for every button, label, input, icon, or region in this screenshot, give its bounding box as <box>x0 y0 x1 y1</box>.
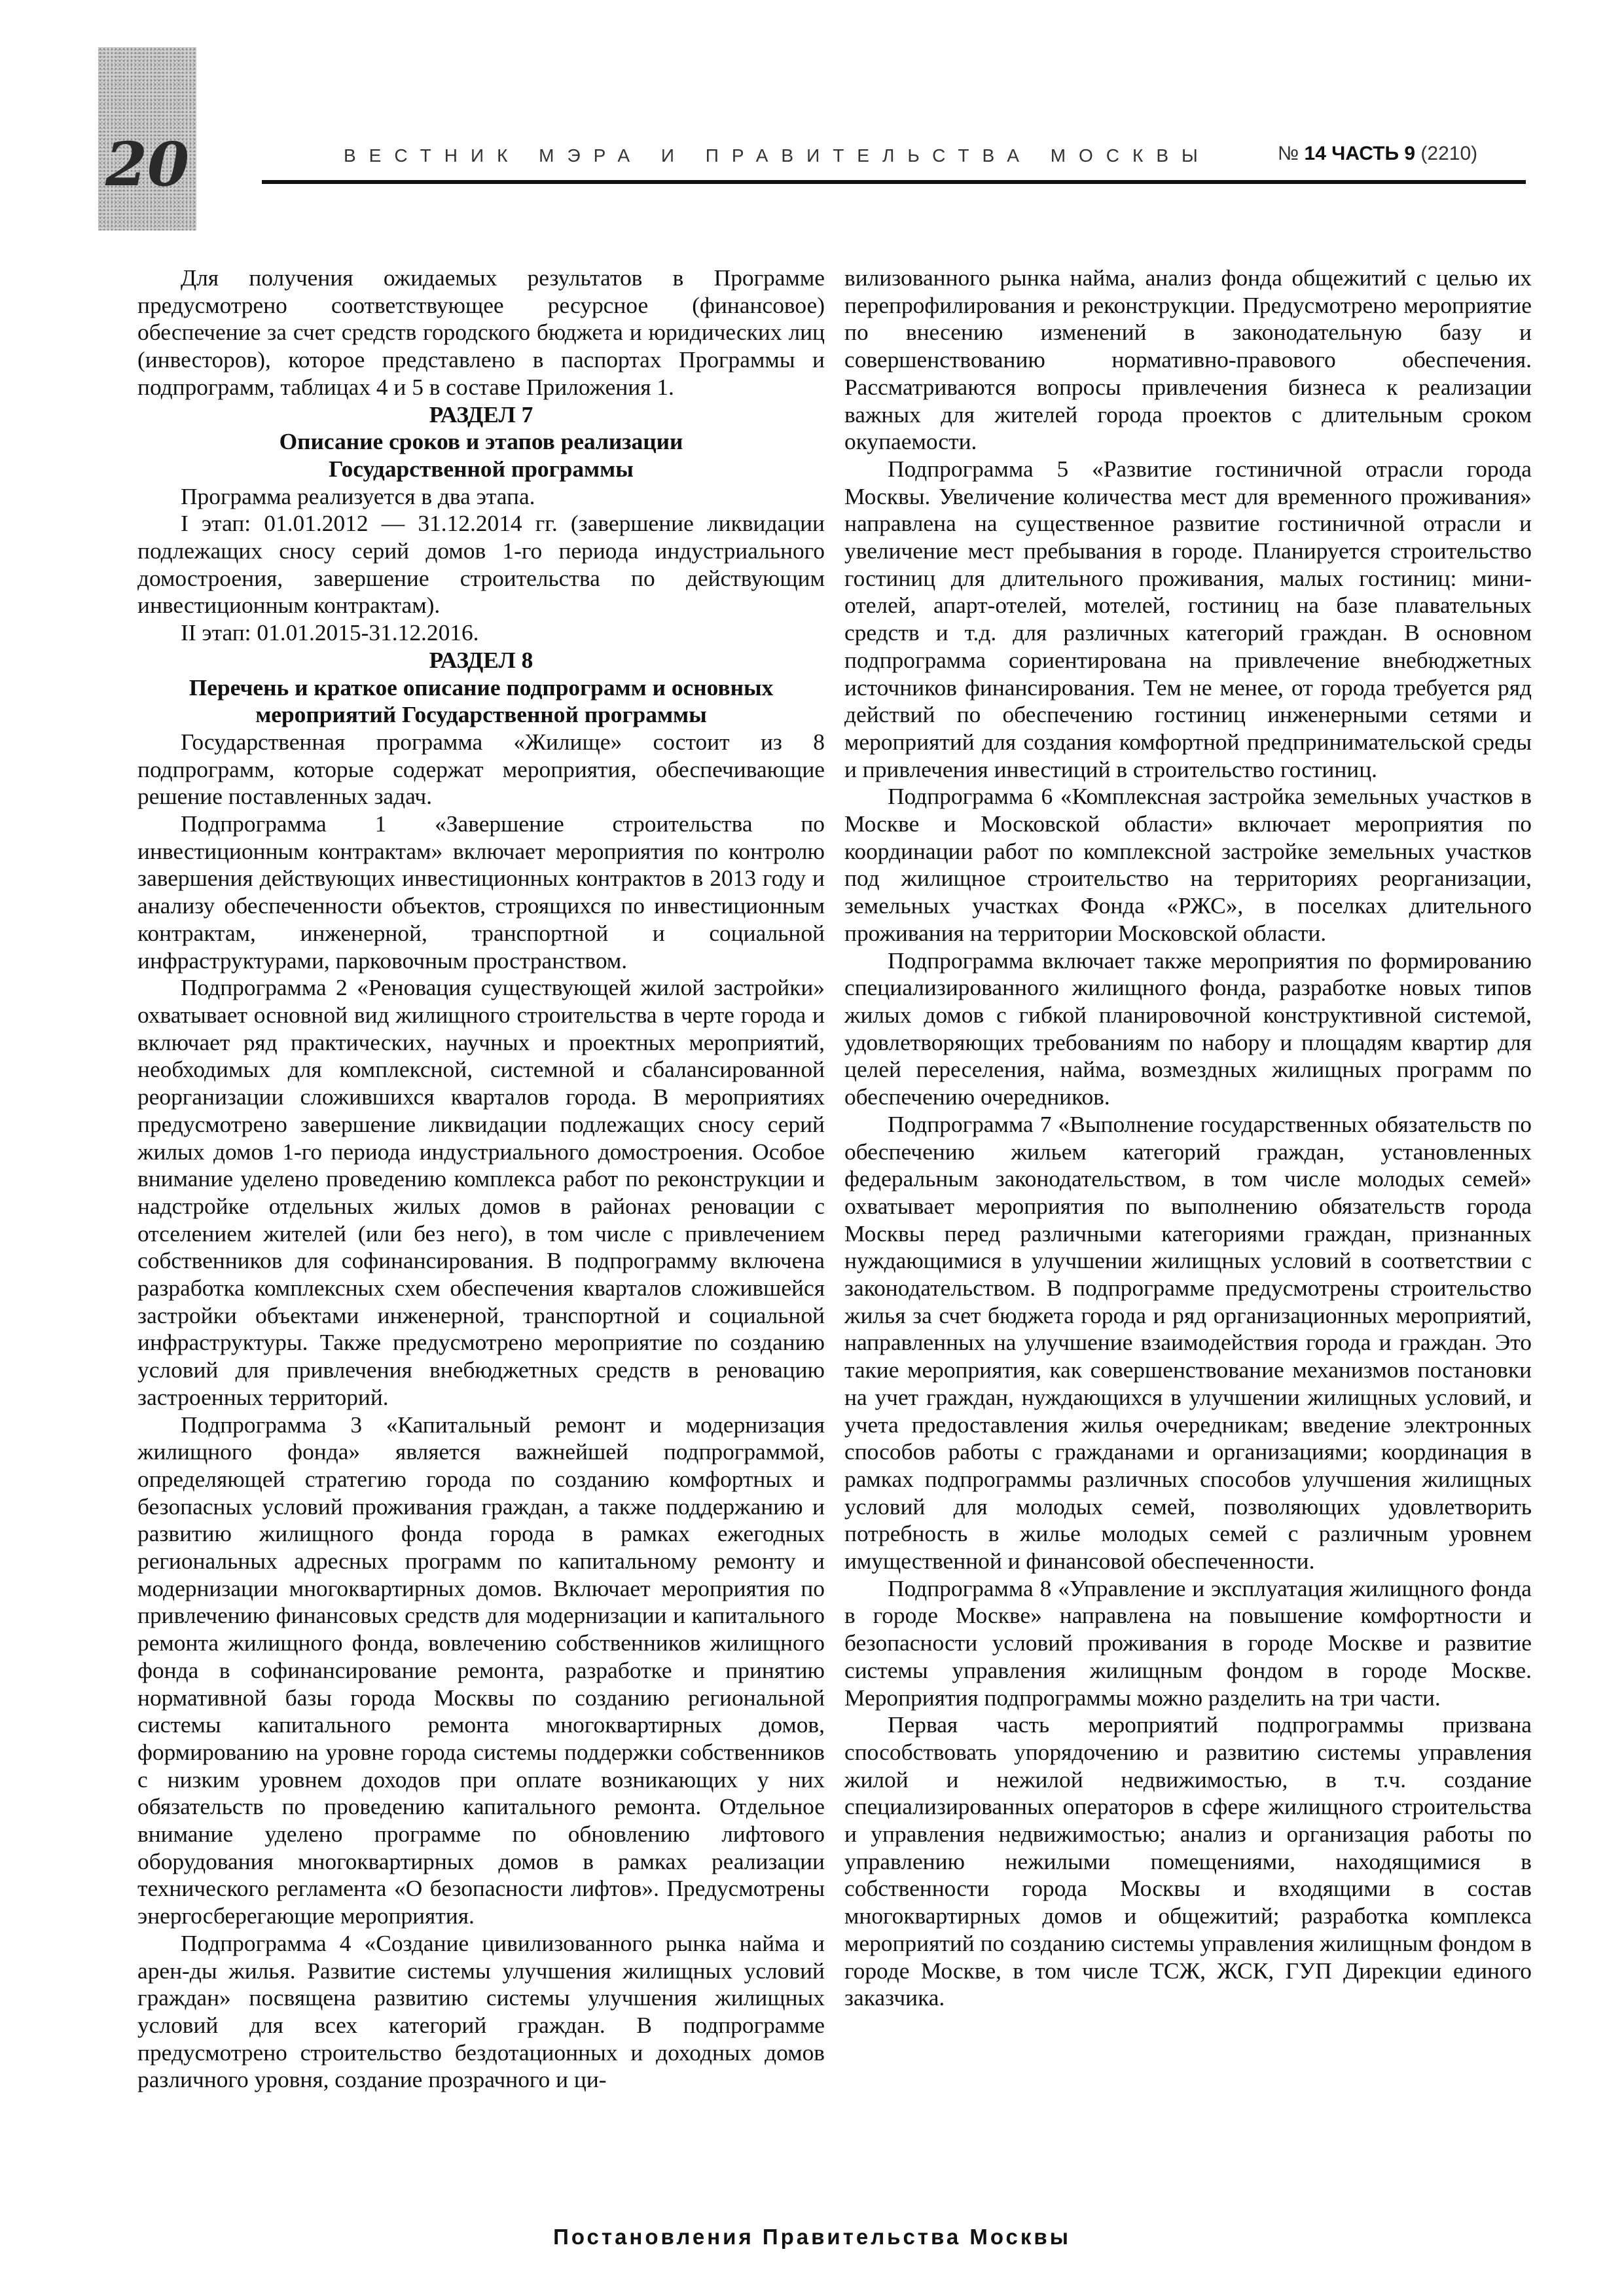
issue-info <box>1278 143 1477 165</box>
paragraph: I этап: 01.01.2012 — 31.12.2014 гг. (завершение ликвидации подлежащих сносу серий домов 1-го периода индустриального домостроения, завершение строительства по действующим инвестиционным контрактам). <box>137 510 825 619</box>
issue-total: (2210) <box>1420 143 1478 164</box>
paragraph: Подпрограмма 1 «Завершение строительства по инвестиционным контрактам» включает мероприятия по контролю завершения действующих инвестиционных контрактов в 2013 году и анализу обеспеченности объектов, строящихся по инвестиционным контрактам, инженерной, транспортной и социальной инфраструктурами, парковочным пространством. <box>137 811 825 974</box>
section-7-title-line-1: Описание сроков и этапов реализации <box>279 428 683 455</box>
page-number: 20 <box>105 129 190 200</box>
paragraph: Первая часть мероприятий подпрограммы призвана способствовать упорядочению и развитию системы управления жилой и нежилой недвижимостью, в т.ч. создание специализированных операторов в сфере жилищного строительства и управления недвижимостью; анализ и организация работы по управлению нежилыми помещениями, находящимися в собственности города Москвы и входящими в состав многоквартирных домов и общежитий; разработка комплекса мероприятий по созданию системы управления жилищным фондом в городе Москве, в том числе ТСЖ, ЖСК, ГУП Дирекции единого заказчика. <box>844 1711 1532 2011</box>
paragraph: Подпрограмма 8 «Управление и эксплуатация жилищного фонда в городе Москве» направлена на повышение комфортности и безопасности условий проживания в городе Москве и развитие системы управления жилищным фондом в городе Москве. Мероприятия подпрограммы можно разделить на три части. <box>844 1575 1532 1711</box>
section-7-title-line-2: Государственной программы <box>329 455 634 482</box>
paragraph: Подпрограмма 6 «Комплексная застройка земельных участков в Москве и Московской области» включает мероприятия по координации работ по комплексной застройке земельных участков под жилищное строительство на территориях реорганизации, земельных участках Фонда «РЖС», в поселках длительного проживания на территории Московской области. <box>844 783 1532 946</box>
header-rule <box>262 180 1526 184</box>
paragraph: Подпрограмма 5 «Развитие гостиничной отрасли города Москвы. Увеличение количества мест для временного проживания» направлена на существенное развитие гостиничной отрасли и увеличение мест пребывания в городе. Планируется строительство гостиниц для длительного проживания, малых гостиниц: мини-отелей, апарт-отелей, мотелей, гостиниц на базе плавательных средств и т.д. для различных категорий граждан. В основном подпрограмма сориентирована на привлечение внебюджетных источников финансирования. Тем не менее, от города требуется ряд действий по обеспечению гостиниц инженерными сетями и мероприятий для создания комфортной предпринимательской среды и привлечения инвестиций в строительство гостиниц. <box>844 455 1532 782</box>
paragraph: Подпрограмма включает также мероприятия по формированию специализированного жилищного фонда, разработке новых типов жилых домов с гибкой планировочной конструктивной системой, удовлетворяющих требованиям по набору и площадям квартир для целей переселения, найма, возмездных жилищных программ по обеспечению очередников. <box>844 947 1532 1110</box>
section-8-heading: РАЗДЕЛ 8 <box>429 646 533 673</box>
paragraph: Подпрограмма 4 «Создание цивилизованного рынка найма и арен-ды жилья. Развитие системы улучшения жилищных условий граждан» посвящена развитию системы улучшения жилищных условий для всех категорий граждан. В подпрограмме предусмотрено строительство бездотационных и доходных домов различного уровня, создание прозрачного и ци- <box>137 1929 825 2093</box>
paragraph: Подпрограмма 2 «Реновация существующей жилой застройки» охватывает основной вид жилищного строительства в черте города и включает ряд практических, научных и проектных мероприятий, необходимых для комплексной, системной и сбалансированной реорганизации сложившихся кварталов города. В мероприятиях предусмотрено завершение ликвидации подлежащих сносу серий жилых домов 1-го периода индустриального домостроения. Особое внимание уделено проведению комплекса работ по реконструкции и надстройке отдельных жилых домов в районах реновации с отселением жителей (или без него), в том числе с привлечением собственников для софинансирования. В подпрограмму включена разработка комплексных схем обеспечения кварталов сложившейся застройки объектами инженерной, транспортной и социальной инфраструктуры. Также предусмотрено мероприятие по созданию условий для привлечения внебюджетных средств в реновацию застроенных территорий. <box>137 974 825 1410</box>
paragraph: Государственная программа «Жилище» состоит из 8 подпрограмм, которые содержат мероприятия, обеспечивающие решение поставленных задач. <box>137 728 825 810</box>
paragraph: Подпрограмма 3 «Капитальный ремонт и модернизация жилищного фонда» является важнейшей подпрограммой, определяющей стратегию города по созданию комфортных и безопасных условий проживания граждан, а также поддержанию и развитию жилищного фонда города в рамках ежегодных региональных адресных программ по капитальному ремонту и модернизации многоквартирных домов. Включает мероприятия по привлечению финансовых средств для модернизации и капитального ремонта жилищного фонда, вовлечению собственников жилищного фонда в софинансирование ремонта, разработке и принятию нормативной базы города Москвы по созданию региональной системы капитального ремонта многоквартирных домов, формированию на уровне города системы поддержки собственников с низким уровнем доходов при оплате возникающих у них обязательств по проведению капитального ремонта. Отдельное внимание уделено программе по обновлению лифтового оборудования многоквартирных домов в рамках реализации технического регламента «О безопасности лифтов». Предусмотрены энергосберегающие мероприятия. <box>137 1411 825 1929</box>
paragraph: Программа реализуется в два этапа. <box>181 483 535 509</box>
paragraph-continued: вилизованного рынка найма, анализ фонда общежитий с целью их перепрофилирования и реконструкции. Предусмотрено мероприятие по внесению изменений в законодательную базу и совершенствованию нормативно-правового обеспечения. Рассматриваются вопросы привлечения бизнеса к реализации важных для жителей города проектов с длительным сроком окупаемости. <box>844 264 1532 455</box>
paragraph: Для получения ожидаемых результатов в Программе предусмотрено соответствующее ресурсное (финансовое) обеспечение за счет средств городского бюджета и юридических лиц (инвесторов), которое представлено в паспортах Программы и подпрограмм, таблицах 4 и 5 в составе Приложения 1. <box>137 264 825 400</box>
footer-title: Постановления Правительства Москвы <box>553 2225 1071 2249</box>
issue-number: 14 <box>1304 143 1326 164</box>
section-7-heading: РАЗДЕЛ 7 <box>429 401 533 428</box>
paragraph: II этап: 01.01.2015-31.12.2016. <box>181 619 479 646</box>
section-8-title-line-1: Перечень и краткое описание подпрограмм и основных <box>189 674 774 701</box>
issue-part: ЧАСТЬ 9 <box>1331 143 1416 164</box>
right-column <box>844 264 1532 2012</box>
issue-prefix: № <box>1278 143 1299 164</box>
paragraph: Подпрограмма 7 «Выполнение государственных обязательств по обеспечению жильем категорий граждан, установленных федеральным законодательством, в том числе молодых семей» охватывает мероприятия по выполнению обязательств города Москвы перед различными категориями граждан, признанных нуждающимися в улучшении жилищных условий в соответствии с законодательством. В подпрограмме предусмотрены строительство жилья за счет бюджета города и ряд организационных мероприятий, направленных на улучшение взаимодействия города и граждан. Это такие мероприятия, как совершенствование механизмов постановки на учет граждан, нуждающихся в улучшении жилищных условий, и учета предоставления жилья очередникам; введение электронных способов работы с гражданами и организациями; координация в рамках подпрограммы различных способов улучшения жилищных условий для молодых семей, позволяющих удовлетворить потребность в жилье молодых семей с различным уровнем имущественной и финансовой обеспеченности. <box>844 1110 1532 1575</box>
left-column <box>137 264 825 2094</box>
journal-title: ВЕСТНИК МЭРА И ПРАВИТЕЛЬСТВА МОСКВЫ <box>344 145 1211 166</box>
section-8-title-line-2: мероприятий Государственной программы <box>255 701 707 728</box>
